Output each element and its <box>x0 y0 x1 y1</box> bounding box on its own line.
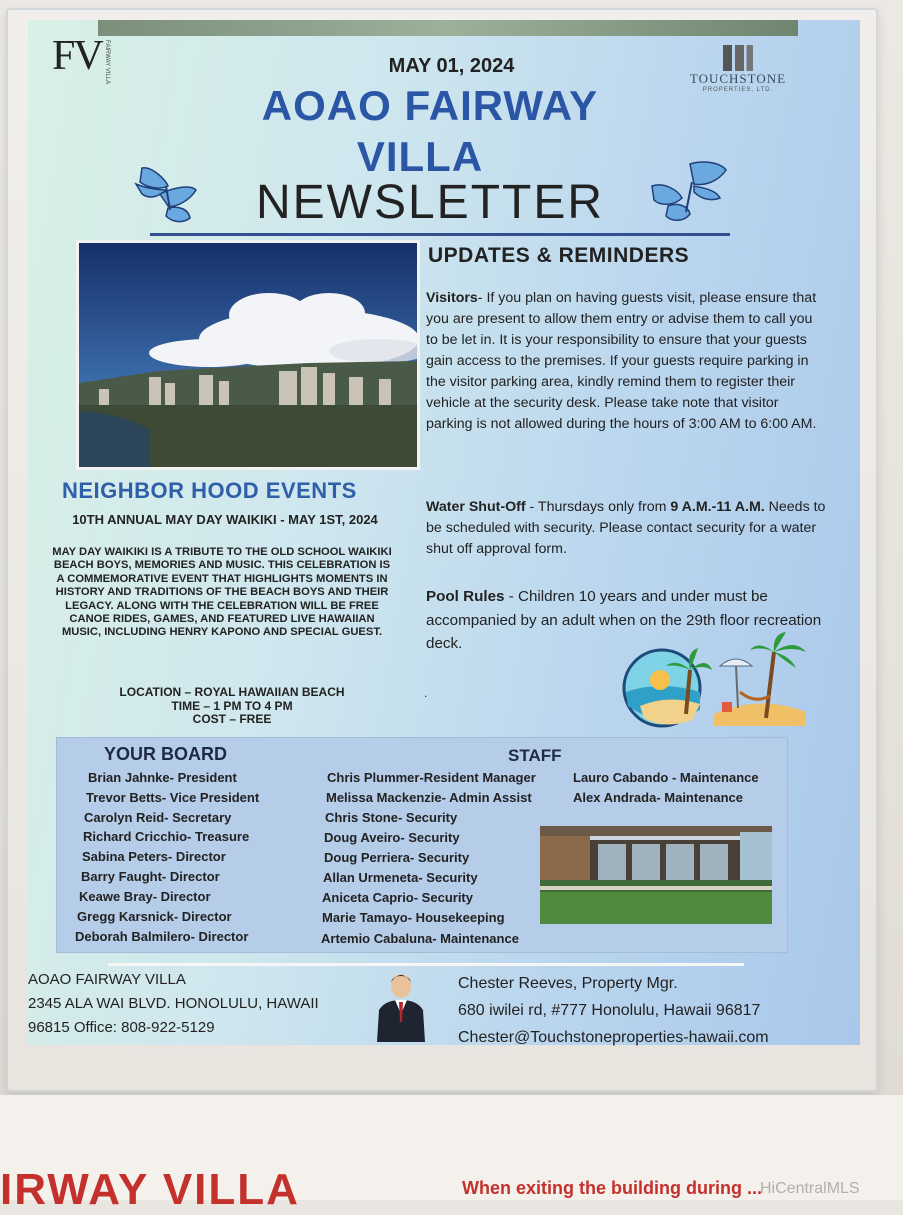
beach-island-icon <box>620 640 712 732</box>
visitors-text: - If you plan on having guests visit, please ensure that you are present to allow them entry or advise them to call you to be let in. It is your responsibility to ensure that your guests gain access to the premises. If your guests require parking in the visitor parking area, kindly remind them to register their vehicle at the security desk. Please take note that visitor parking is not allowed during the hours of 3:00 AM to 6:00 AM. <box>426 290 817 432</box>
event-location: LOCATION – ROYAL HAWAIIAN BEACH <box>119 685 345 699</box>
staff-heading: STAFF <box>508 746 562 765</box>
board-member: Brian Jahnke- President <box>88 770 237 785</box>
staff-member: Chris Plummer-Resident Manager <box>327 770 536 785</box>
staff-member: Doug Perriera- Security <box>324 850 470 865</box>
events-heading: NEIGHBOR HOOD EVENTS <box>62 478 357 503</box>
manager-name: Chester Reeves, Property Mgr. <box>458 975 678 992</box>
board-member: Keawe Bray- Director <box>79 889 211 904</box>
staff-member: Doug Aveiro- Security <box>324 830 460 845</box>
title-line-2: VILLA <box>356 133 484 180</box>
board-member: Carolyn Reid- Secretary <box>84 810 232 825</box>
butterfly-icon-left <box>132 160 212 232</box>
association-address <box>28 968 319 1040</box>
event-details <box>52 686 412 727</box>
updates-heading: UPDATES & REMINDERS <box>428 244 690 267</box>
footer-divider <box>108 963 744 966</box>
board-heading: YOUR BOARD <box>104 744 228 764</box>
board-member: Richard Cricchio- Treasure <box>83 829 250 844</box>
top-decorative-strip <box>98 20 798 36</box>
newsletter-date: MAY 01, 2024 <box>388 55 515 77</box>
visitors-label: Visitors <box>426 290 478 306</box>
water-text-a: - Thursdays only from <box>525 499 671 515</box>
board-member: Sabina Peters- Director <box>82 849 226 864</box>
mls-watermark: HiCentralMLS <box>760 1180 860 1197</box>
water-text-b: Needs to be scheduled with security. Please contact security for a water shut off approval form. <box>426 499 826 557</box>
fairway-villa-logo: FV <box>52 33 102 79</box>
butterfly-icon-right <box>646 156 732 232</box>
event-cost: COST – FREE <box>192 712 272 726</box>
association-street: 2345 ALA WAI BLVD. HONOLULU, HAWAII <box>28 995 319 1012</box>
staff-member: Chris Stone- Security <box>325 810 458 825</box>
staff-member: Alex Andrada- Maintenance <box>573 790 744 805</box>
event-time: TIME – 1 PM TO 4 PM <box>171 698 293 713</box>
touchstone-sub: PROPERTIES, LTD. <box>702 87 774 93</box>
board-member: Deborah Balmilero- Director <box>75 929 249 944</box>
stray-dot: . <box>424 686 428 700</box>
property-manager-icon <box>375 970 427 1042</box>
association-name: AOAO FAIRWAY VILLA <box>28 971 186 988</box>
board-member: Gregg Karsnick- Director <box>77 909 232 924</box>
pool-text: - Children 10 years and under must be accompanied by an adult when on the 29th floor recreation deck. <box>426 588 822 652</box>
fairway-villa-logo-subtext: FAIRWAY VILLA <box>104 40 110 85</box>
title-newsletter: NEWSLETTER <box>255 176 605 229</box>
board-member: Trevor Betts- Vice President <box>86 790 260 805</box>
staff-member: Marie Tamayo- Housekeeping <box>322 910 505 925</box>
event-description: MAY DAY WAIKIKI IS A TRIBUTE TO THE OLD SCHOOL WAIKIKI BEACH BOYS, MEMORIES AND MUSIC. THIS CELEBRATION IS A COMMEMORATIVE EVENT THAT HIGHLIGHTS MOMENTS IN HISTORY AND TRADITIONS OF THE BEACH BOYS AND THEIR LEGACY. ALONG WITH THE CELEBRATION WILL BE FREE CANOE RIDES, GAMES, AND FEATURED LIVE HAWAIIAN MUSIC, INCLUDING HENRY KAPONO AND SPECIAL GUEST. <box>52 546 392 639</box>
board-member: Barry Faught- Director <box>81 869 220 884</box>
manager-address: 680 iwilei rd, #777 Honolulu, Hawaii 96817 <box>458 1002 761 1019</box>
building-lobby-photo <box>540 826 772 924</box>
honolulu-skyline-photo <box>76 240 420 470</box>
water-time: 9 A.M.-11 A.M. <box>670 499 765 515</box>
staff-member: Allan Urmeneta- Security <box>323 870 478 885</box>
water-shutoff-paragraph <box>426 497 826 560</box>
staff-member: Artemio Cabaluna- Maintenance <box>321 931 519 946</box>
title-divider <box>150 233 730 236</box>
event-title: 10TH ANNUAL MAY DAY WAIKIKI - MAY 1ST, 2024 <box>72 512 378 527</box>
association-office: 96815 Office: 808-922-5129 <box>28 1019 215 1036</box>
staff-member: Melissa Mackenzie- Admin Assist <box>326 790 532 805</box>
water-label: Water Shut-Off <box>426 499 526 515</box>
title-line-1: AOAO FAIRWAY <box>261 82 599 129</box>
manager-contact <box>458 970 769 1051</box>
visitors-paragraph <box>426 288 826 435</box>
pool-label: Pool Rules <box>426 588 505 605</box>
sign-below-title: IRWAY VILLA <box>0 1165 300 1214</box>
staff-member: Aniceta Caprio- Security <box>322 890 473 905</box>
touchstone-name: TOUCHSTONE <box>689 71 787 86</box>
beach-umbrella-icon <box>710 632 810 728</box>
sign-below-notice: When exiting the building during ... <box>462 1178 762 1198</box>
staff-member: Lauro Cabando - Maintenance <box>573 770 759 785</box>
manager-email: Chester@Touchstoneproperties-hawaii.com <box>458 1029 769 1046</box>
